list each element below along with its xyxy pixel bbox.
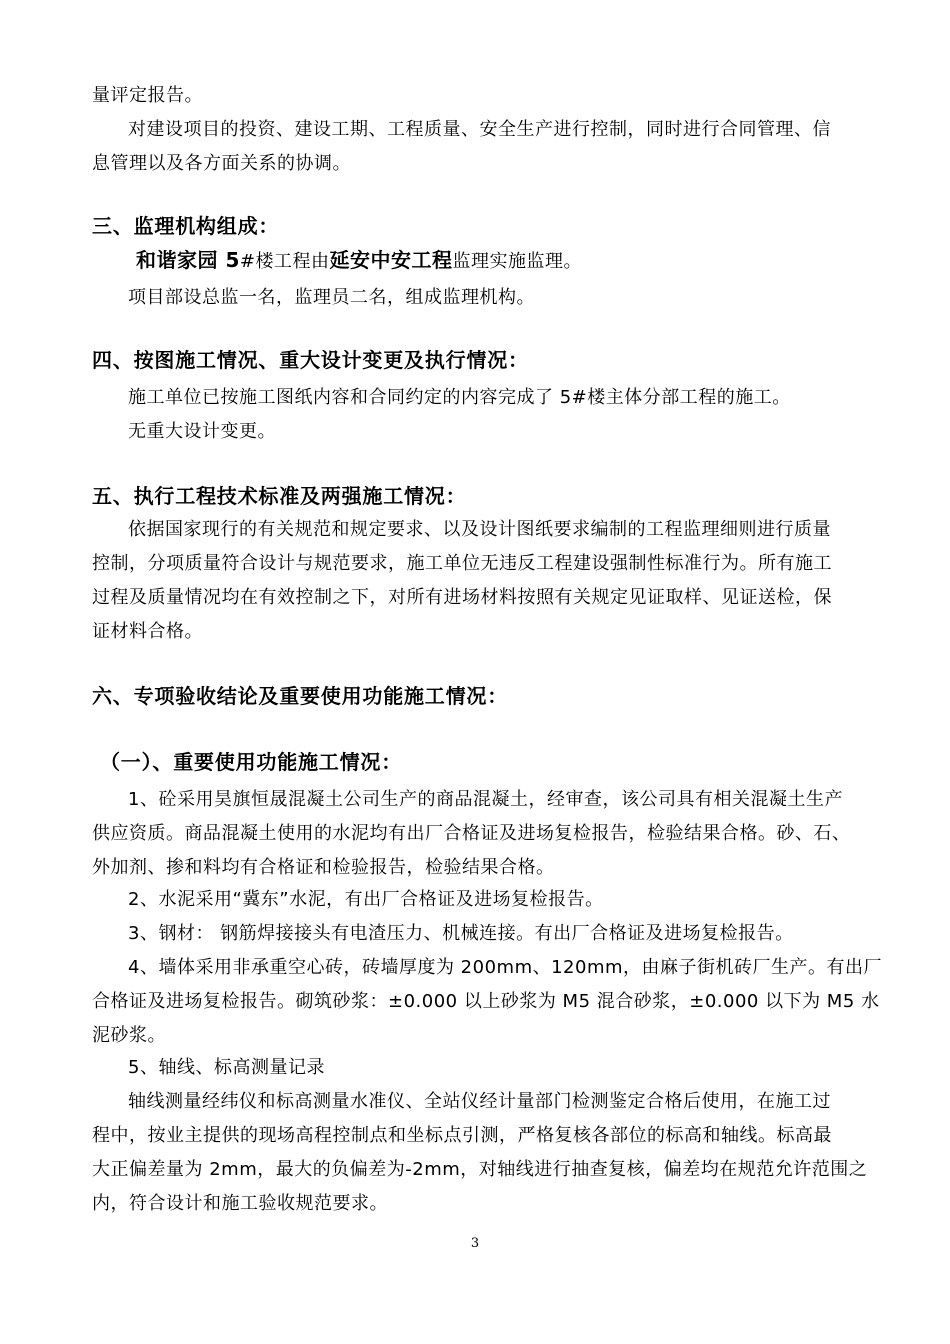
paragraph-line: 合格证及进场复检报告。砌筑砂浆：±0.000 以上砂浆为 M5 混合砂浆，±0.000 以下为 M5 水: [92, 991, 880, 1012]
paragraph-line: 程中，按业主提供的现场高程控制点和坐标点引测，严格复核各部位的标高和轴线。标高最: [92, 1125, 832, 1146]
paragraph-line: 供应资质。商品混凝土使用的水泥均有出厂合格证及进场复检报告，检验结果合格。砂、石、: [92, 823, 851, 844]
paragraph-line: 施工单位已按施工图纸内容和合同约定的内容完成了 5#楼主体分部工程的施工。: [128, 387, 791, 408]
section-heading-3: 三、监理机构组成：: [92, 214, 280, 238]
paragraph-line: 过程及质量情况均在有效控制之下，对所有进场材料按照有关规定见证取样、见证送检，保: [92, 587, 832, 608]
paragraph-line: 对建设项目的投资、建设工期、工程质量、安全生产进行控制，同时进行合同管理、信: [128, 119, 831, 140]
project-tail: 监理实施监理。: [452, 251, 582, 272]
paragraph-line: 泥砂浆。: [92, 1025, 166, 1046]
paragraph-line: 量评定报告。: [92, 85, 203, 106]
project-line: [136, 248, 582, 274]
paragraph-line: 依据国家现行的有关规范和规定要求、以及设计图纸要求编制的工程监理细则进行质量: [128, 519, 831, 540]
paragraph-line: 项目部设总监一名，监理员二名，组成监理机构。: [128, 287, 535, 308]
paragraph-line: 2、水泥采用“冀东”水泥，有出厂合格证及进场复检报告。: [128, 889, 604, 910]
paragraph-line: 4、墙体采用非承重空心砖，砖墙厚度为 200mm、120mm，由麻子街机砖厂生产。有出厂: [128, 957, 883, 978]
paragraph-line: 轴线测量经纬仪和标高测量水准仪、全站仪经计量部门检测鉴定合格后使用，在施工过: [128, 1091, 831, 1112]
section-heading-6: 六、专项验收结论及重要使用功能施工情况：: [92, 684, 508, 708]
paragraph-line: 内，符合设计和施工验收规范要求。: [92, 1193, 388, 1214]
paragraph-line: 证材料合格。: [92, 621, 203, 642]
project-name: 和谐家园 5: [136, 248, 240, 272]
project-building: #楼工程由: [239, 251, 330, 272]
section-heading-5: 五、执行工程技术标准及两强施工情况：: [92, 484, 467, 508]
section-heading-4: 四、按图施工情况、重大设计变更及执行情况：: [92, 348, 529, 372]
paragraph-line: 无重大设计变更。: [128, 421, 276, 442]
paragraph-line: 3、钢材： 钢筋焊接接头有电渣压力、机械连接。有出厂合格证及进场复检报告。: [128, 923, 794, 944]
paragraph-line: 5、轴线、标高测量记录: [128, 1057, 325, 1078]
paragraph-line: 息管理以及各方面关系的协调。: [92, 153, 351, 174]
supervisor-company: 延安中安工程: [329, 248, 453, 272]
subsection-heading: （一）、重要使用功能施工情况：: [100, 750, 402, 774]
paragraph-line: 控制，分项质量符合设计与规范要求，施工单位无违反工程建设强制性标准行为。所有施工: [92, 553, 832, 574]
paragraph-line: 外加剂、掺和料均有合格证和检验报告，检验结果合格。: [92, 857, 555, 878]
paragraph-line: 大正偏差量为 2mm，最大的负偏差为-2mm，对轴线进行抽查复核，偏差均在规范允许范围之: [92, 1159, 868, 1180]
page-number: 3: [470, 1236, 480, 1251]
paragraph-line: 1、砼采用昊旗恒晟混凝土公司生产的商品混凝土，经审查，该公司具有相关混凝土生产: [128, 789, 843, 810]
